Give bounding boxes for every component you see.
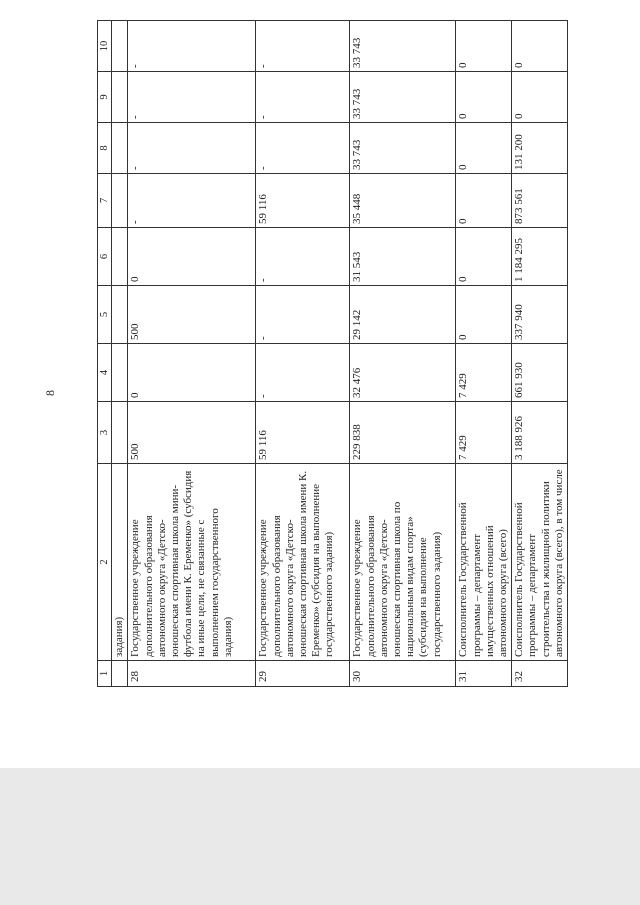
row-name: Государственное учреждение дополнительного образования автономного округа «Детско-юношеская спортивная школа по национальным видам спорта» (субсидия на выполнение государственного задания) xyxy=(350,464,456,661)
col-header: 5 xyxy=(98,286,112,344)
cell-value: - xyxy=(256,123,350,174)
cell-value: 29 142 xyxy=(350,286,456,344)
row-name: Соисполнитель Государственной программы – департамент строительства и жилищной политики автономного округа (всего), в том числе xyxy=(512,464,568,661)
continuation-text: задания) xyxy=(112,464,128,661)
cell-value: 131 200 xyxy=(512,123,568,174)
budget-table xyxy=(97,20,568,687)
row-name: Соисполнитель Государственной программы – департамент имущественных отношений автономного округа (всего) xyxy=(456,464,512,661)
col-header: 8 xyxy=(98,123,112,174)
row-number: 29 xyxy=(256,661,350,687)
col-header: 10 xyxy=(98,21,112,72)
cell-value: - xyxy=(128,21,256,72)
cell-value: 33 743 xyxy=(350,21,456,72)
cell-value: 500 xyxy=(128,286,256,344)
cell-value: 0 xyxy=(456,21,512,72)
row-name: Государственное учреждение дополнительного образования автономного округа «Детско-юношеская спортивная школа имени К. Еременко» (субсидия на выполнение государственного задания) xyxy=(256,464,350,661)
cell-value: - xyxy=(256,344,350,402)
cell-value: - xyxy=(256,286,350,344)
cell-value: 33 743 xyxy=(350,123,456,174)
cell-value: 873 561 xyxy=(512,174,568,228)
cell-value: 0 xyxy=(456,174,512,228)
cell-value: 500 xyxy=(128,402,256,464)
col-header: 1 xyxy=(98,661,112,687)
cell-value: 0 xyxy=(512,72,568,123)
continuation-row xyxy=(112,21,128,687)
table-row xyxy=(512,21,568,687)
col-header: 4 xyxy=(98,344,112,402)
cell-value: 7 429 xyxy=(456,402,512,464)
cell-value: 0 xyxy=(456,228,512,286)
rotated-table-wrapper xyxy=(97,21,565,687)
page-number: 8 xyxy=(43,390,57,396)
cell-value: 59 116 xyxy=(256,174,350,228)
col-header: 3 xyxy=(98,402,112,464)
cell-value: - xyxy=(128,72,256,123)
cell-value: 0 xyxy=(128,228,256,286)
row-number: 28 xyxy=(128,661,256,687)
row-number: 30 xyxy=(350,661,456,687)
table-row xyxy=(350,21,456,687)
cell-value: - xyxy=(256,72,350,123)
col-header: 2 xyxy=(98,464,112,661)
cell-value: 3 188 926 xyxy=(512,402,568,464)
cell-value: 7 429 xyxy=(456,344,512,402)
col-header: 7 xyxy=(98,174,112,228)
scan-background xyxy=(0,768,640,905)
cell-value: 59 116 xyxy=(256,402,350,464)
cell-value: 0 xyxy=(456,123,512,174)
cell-value: 0 xyxy=(456,286,512,344)
row-number: 31 xyxy=(456,661,512,687)
col-header: 9 xyxy=(98,72,112,123)
cell-value: 661 930 xyxy=(512,344,568,402)
cell-value: 35 448 xyxy=(350,174,456,228)
cell-value: 0 xyxy=(456,72,512,123)
cell-value: 33 743 xyxy=(350,72,456,123)
cell-value: 337 940 xyxy=(512,286,568,344)
table-row xyxy=(128,21,256,687)
cell xyxy=(112,661,128,687)
cell-value: 0 xyxy=(512,21,568,72)
cell-value: - xyxy=(256,21,350,72)
cell-value: 229 838 xyxy=(350,402,456,464)
cell-value: - xyxy=(128,123,256,174)
cell-value: 0 xyxy=(128,344,256,402)
table-row xyxy=(456,21,512,687)
cell-value: - xyxy=(256,228,350,286)
cell-value: 32 476 xyxy=(350,344,456,402)
row-name: Государственное учреждение дополнительного образования автономного округа «Детско-юношеская спортивная школа мини-футбола имени К. Еременко» (субсидия на иные цели, не связанные с выполнением государственного задания) xyxy=(128,464,256,661)
row-number: 32 xyxy=(512,661,568,687)
cell-value: 31 543 xyxy=(350,228,456,286)
cell-value: - xyxy=(128,174,256,228)
cell-value: 1 184 295 xyxy=(512,228,568,286)
col-header: 6 xyxy=(98,228,112,286)
header-row xyxy=(98,21,112,687)
table-row xyxy=(256,21,350,687)
